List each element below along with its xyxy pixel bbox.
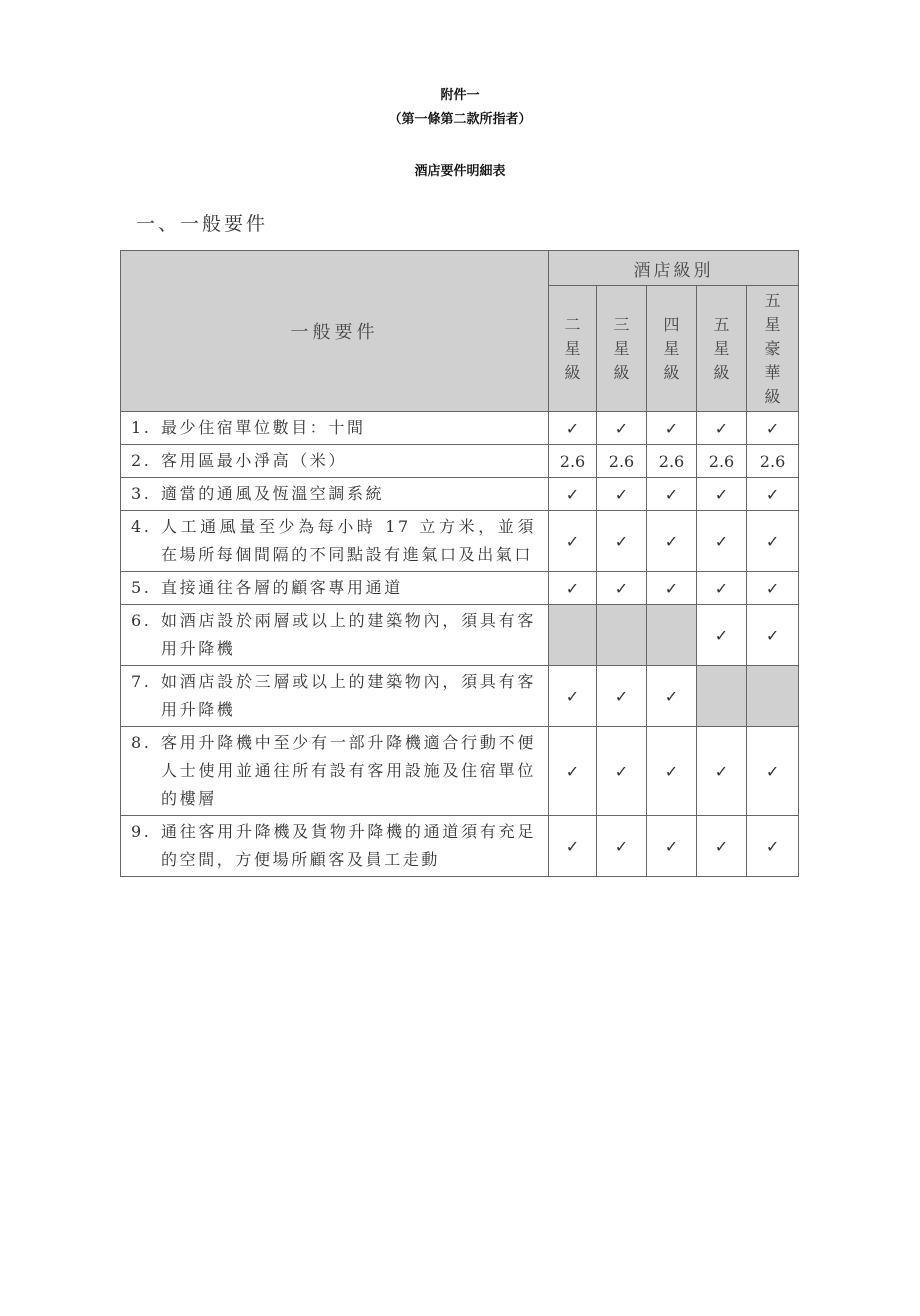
check-icon: ✓ bbox=[697, 511, 747, 572]
check-icon: ✓ bbox=[549, 412, 597, 445]
requirement-text: 直接通往各層的顧客專用通道 bbox=[161, 578, 403, 597]
not-applicable-cell bbox=[597, 605, 647, 666]
requirement-text: 如酒店設於兩層或以上的建築物內，須具有客用升降機 bbox=[161, 611, 536, 658]
value-cell: 2.6 bbox=[747, 445, 799, 478]
table-body bbox=[121, 412, 799, 877]
requirement-cell bbox=[121, 666, 549, 727]
table-row bbox=[121, 478, 799, 511]
check-icon: ✓ bbox=[647, 727, 697, 816]
check-icon: ✓ bbox=[597, 572, 647, 605]
level-header bbox=[549, 286, 597, 412]
check-icon: ✓ bbox=[747, 572, 799, 605]
check-icon: ✓ bbox=[549, 816, 597, 877]
level-label: 五星豪華級 bbox=[764, 290, 781, 406]
reference-note: （第一條第二款所指者） bbox=[388, 112, 532, 127]
requirement-cell bbox=[121, 816, 549, 877]
check-icon: ✓ bbox=[747, 605, 799, 666]
requirement-text: 客用區最小淨高（米） bbox=[161, 451, 348, 470]
requirement-number: 9. bbox=[131, 822, 152, 841]
requirement-column-header: 一般要件 bbox=[121, 251, 549, 412]
check-icon: ✓ bbox=[597, 412, 647, 445]
check-icon: ✓ bbox=[747, 816, 799, 877]
requirement-text: 適當的通風及恆溫空調系統 bbox=[161, 484, 385, 503]
level-header bbox=[647, 286, 697, 412]
requirement-text: 最少住宿單位數目：十間 bbox=[161, 418, 366, 437]
check-icon: ✓ bbox=[747, 412, 799, 445]
table-row bbox=[121, 727, 799, 816]
level-header bbox=[597, 286, 647, 412]
requirement-text: 人工通風量至少為每小時 17 立方米，並須在場所每個間隔的不同點設有進氣口及出氣口 bbox=[161, 517, 536, 564]
check-icon: ✓ bbox=[647, 572, 697, 605]
check-icon: ✓ bbox=[597, 727, 647, 816]
check-icon: ✓ bbox=[597, 666, 647, 727]
check-icon: ✓ bbox=[647, 666, 697, 727]
check-icon: ✓ bbox=[597, 478, 647, 511]
check-icon: ✓ bbox=[697, 605, 747, 666]
table-row bbox=[121, 572, 799, 605]
annex-title: 附件一 bbox=[440, 88, 480, 103]
check-icon: ✓ bbox=[597, 816, 647, 877]
requirement-content bbox=[131, 480, 536, 508]
value-cell: 2.6 bbox=[549, 445, 597, 478]
check-icon: ✓ bbox=[697, 572, 747, 605]
table-row bbox=[121, 605, 799, 666]
table-row bbox=[121, 445, 799, 478]
check-icon: ✓ bbox=[647, 478, 697, 511]
level-label: 五星級 bbox=[713, 314, 730, 382]
requirement-cell bbox=[121, 605, 549, 666]
requirement-content bbox=[131, 574, 536, 602]
check-icon: ✓ bbox=[747, 478, 799, 511]
not-applicable-cell bbox=[747, 666, 799, 727]
requirement-number: 7. bbox=[131, 672, 152, 691]
requirement-number: 1. bbox=[131, 418, 152, 437]
check-icon: ✓ bbox=[697, 816, 747, 877]
requirement-text: 通往客用升降機及貨物升降機的通道須有充足的空間，方便場所顧客及員工走動 bbox=[161, 822, 536, 869]
not-applicable-cell bbox=[647, 605, 697, 666]
requirement-number: 5. bbox=[131, 578, 152, 597]
check-icon: ✓ bbox=[647, 412, 697, 445]
check-icon: ✓ bbox=[747, 511, 799, 572]
value-cell: 2.6 bbox=[597, 445, 647, 478]
table-row bbox=[121, 511, 799, 572]
level-header bbox=[747, 286, 799, 412]
check-icon: ✓ bbox=[549, 511, 597, 572]
value-cell: 2.6 bbox=[647, 445, 697, 478]
level-label: 二星級 bbox=[564, 314, 581, 382]
check-icon: ✓ bbox=[549, 572, 597, 605]
table-row bbox=[121, 412, 799, 445]
requirement-content bbox=[131, 414, 536, 442]
requirement-content bbox=[131, 513, 536, 569]
requirement-number: 4. bbox=[131, 517, 152, 536]
requirement-cell bbox=[121, 445, 549, 478]
requirement-cell bbox=[121, 478, 549, 511]
check-icon: ✓ bbox=[549, 666, 597, 727]
requirement-number: 6. bbox=[131, 611, 152, 630]
requirement-text: 如酒店設於三層或以上的建築物內，須具有客用升降機 bbox=[161, 672, 536, 719]
requirement-cell bbox=[121, 511, 549, 572]
section-title: 一、一般要件 bbox=[136, 213, 269, 235]
check-icon: ✓ bbox=[747, 727, 799, 816]
check-icon: ✓ bbox=[697, 412, 747, 445]
requirement-cell bbox=[121, 727, 549, 816]
table-title: 酒店要件明細表 bbox=[414, 164, 506, 179]
requirement-text: 客用升降機中至少有一部升降機適合行動不便人士使用並通往所有設有客用設施及住宿單位的樓層 bbox=[161, 733, 536, 808]
requirement-content bbox=[131, 818, 536, 874]
requirement-cell bbox=[121, 412, 549, 445]
check-icon: ✓ bbox=[549, 478, 597, 511]
level-label: 四星級 bbox=[663, 314, 680, 382]
requirement-content bbox=[131, 607, 536, 663]
requirement-content bbox=[131, 729, 536, 813]
not-applicable-cell bbox=[549, 605, 597, 666]
check-icon: ✓ bbox=[597, 511, 647, 572]
value-cell: 2.6 bbox=[697, 445, 747, 478]
table-row bbox=[121, 666, 799, 727]
requirement-cell bbox=[121, 572, 549, 605]
level-label: 三星級 bbox=[613, 314, 630, 382]
check-icon: ✓ bbox=[697, 478, 747, 511]
requirement-content bbox=[131, 447, 536, 475]
not-applicable-cell bbox=[697, 666, 747, 727]
requirement-number: 2. bbox=[131, 451, 152, 470]
requirement-number: 8. bbox=[131, 733, 152, 752]
check-icon: ✓ bbox=[697, 727, 747, 816]
requirements-table bbox=[120, 250, 799, 877]
level-header bbox=[697, 286, 747, 412]
check-icon: ✓ bbox=[647, 816, 697, 877]
hotel-level-group-header: 酒店級別 bbox=[549, 251, 799, 286]
check-icon: ✓ bbox=[647, 511, 697, 572]
check-icon: ✓ bbox=[549, 727, 597, 816]
requirement-number: 3. bbox=[131, 484, 152, 503]
requirement-content bbox=[131, 668, 536, 724]
table-row bbox=[121, 816, 799, 877]
